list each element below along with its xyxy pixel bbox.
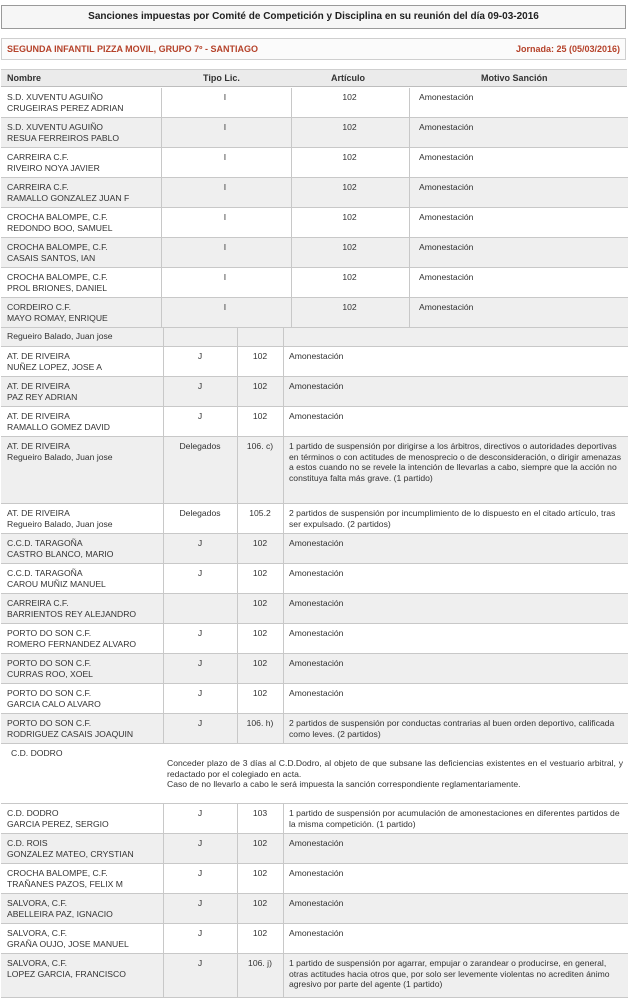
group-name: SEGUNDA INFANTIL PIZZA MOVIL, GRUPO 7º - SANTIAGO: [7, 44, 258, 54]
column-divider: [409, 118, 410, 147]
table-row: [1, 347, 628, 377]
table-row: [1, 148, 628, 178]
club-name: SALVORA, C.F.: [7, 928, 68, 938]
column-divider: [283, 834, 284, 863]
license-type: J: [197, 658, 203, 668]
license-type: J: [197, 958, 203, 968]
table-row: [1, 118, 628, 148]
row-names: [7, 628, 159, 649]
license-type: Delegados: [179, 508, 221, 518]
article-number: 102: [252, 351, 268, 361]
column-divider: [237, 377, 238, 406]
license-type: I: [223, 272, 227, 282]
player-name: GARCIA CALO ALVARO: [7, 698, 101, 709]
license-type: Delegados: [179, 441, 221, 451]
row-names: [7, 152, 159, 173]
row-names: [7, 182, 159, 203]
row-names: [7, 122, 159, 143]
header-articulo: Artículo: [331, 73, 366, 83]
article-number: 102: [342, 152, 357, 162]
sanction-reason: Amonestación: [289, 568, 344, 578]
article-number: 102: [342, 92, 357, 102]
license-type: I: [223, 242, 227, 252]
player-name: ABELLEIRA PAZ, IGNACIO: [7, 908, 113, 919]
row-names: [7, 331, 159, 342]
club-name: C.C.D. TARAGOÑA: [7, 538, 83, 548]
player-name: GRAÑA OUJO, JOSE MANUEL: [7, 938, 129, 949]
license-type: J: [197, 928, 203, 938]
club-note-row: [1, 744, 628, 804]
row-names: [7, 441, 159, 462]
column-divider: [237, 347, 238, 376]
license-type: I: [223, 152, 227, 162]
column-divider: [283, 328, 284, 346]
article-number: 102: [252, 381, 268, 391]
sanction-reason: Amonestación: [419, 182, 474, 192]
column-divider: [283, 714, 284, 743]
license-type: J: [197, 351, 203, 361]
header-nombre: Nombre: [7, 73, 42, 83]
sanction-reason: 1 partido de suspensión por dirigirse a los árbitros, directivos o autoridades deportivas en términos o con actitudes de menosprecio o de desconsideración, o dirigir amenazas a estos cuando no se revele la intención de llevarlas a cabo, siempre que la acción no constituya falta más grave. (1 partido): [289, 441, 622, 483]
column-divider: [409, 238, 410, 267]
license-type: J: [197, 381, 203, 391]
sanction-reason: Amonestación: [419, 122, 474, 132]
table-header: [1, 69, 627, 87]
article-number: 106. j): [248, 958, 272, 968]
column-divider: [237, 924, 238, 953]
column-divider: [237, 437, 238, 503]
player-name: RAMALLO GONZALEZ JUAN F: [7, 192, 130, 203]
note-line: Conceder plazo de 3 días al C.D.Dodro, al objeto de que subsane las deficiencias existentes en el vestuario arbitral, y redactado por el colegiado en acta.: [167, 758, 623, 779]
article-number: 102: [252, 868, 268, 878]
table-row: [1, 804, 628, 834]
player-name: Regueiro Balado, Juan jose: [7, 518, 113, 529]
row-names: [7, 538, 159, 559]
club-name: C.C.D. TARAGOÑA: [7, 568, 83, 578]
club-name: CROCHA BALOMPE, C.F.: [7, 242, 108, 252]
column-divider: [283, 504, 284, 533]
club-name: CORDEIRO C.F.: [7, 302, 71, 312]
column-divider: [237, 714, 238, 743]
player-name: GARCIA PEREZ, SERGIO: [7, 818, 109, 829]
player-name: MAYO ROMAY, ENRIQUE: [7, 312, 108, 323]
table-row: [1, 377, 628, 407]
sanction-reason: 1 partido de suspensión por agarrar, empujar o zarandear o producirse, en general, otras actitudes hacia otros que, por solo ser levemente violentas no acrediten ánimo agresivo por parte del agente (1 partido): [289, 958, 610, 990]
column-divider: [163, 594, 164, 623]
sanction-reason: Amonestación: [289, 598, 344, 608]
license-type: J: [197, 538, 203, 548]
article-number: 102: [342, 122, 357, 132]
license-type: J: [197, 568, 203, 578]
article-number: 106. h): [246, 718, 274, 728]
club-name: AT. DE RIVEIRA: [7, 351, 70, 361]
table-row: [1, 178, 628, 208]
club-name: PORTO DO SON C.F.: [7, 688, 92, 698]
column-divider: [409, 208, 410, 237]
player-name: RIVEIRO NOYA JAVIER: [7, 162, 100, 173]
column-divider: [283, 684, 284, 713]
row-names: [7, 718, 159, 739]
club-name: C.D. DODRO: [7, 808, 59, 818]
sanction-reason: 1 partido de suspensión por acumulación de amonestaciones en diferentes partidos de la misma competición. (1 partido): [289, 808, 620, 829]
sanction-reason: Amonestación: [289, 928, 344, 938]
sanction-reason: Amonestación: [419, 152, 474, 162]
table-row: [1, 328, 628, 347]
club-name: AT. DE RIVEIRA: [7, 508, 70, 518]
sanction-reason: Amonestación: [289, 381, 344, 391]
row-names: [7, 958, 159, 979]
row-names: [7, 212, 159, 233]
article-number: 103: [252, 808, 268, 818]
column-divider: [283, 804, 284, 833]
header-tipo-lic: Tipo Lic.: [203, 73, 240, 83]
article-number: 102: [252, 898, 268, 908]
club-name: C.D. DODRO: [11, 748, 63, 758]
article-number: 102: [342, 212, 357, 222]
club-name: CARREIRA C.F.: [7, 182, 69, 192]
row-names: [7, 302, 159, 323]
article-number: 102: [252, 538, 268, 548]
article-number: 102: [252, 928, 268, 938]
license-type: J: [197, 411, 203, 421]
column-divider: [283, 437, 284, 503]
sanctions-table: [1, 88, 628, 998]
club-name: PORTO DO SON C.F.: [7, 658, 92, 668]
table-row: [1, 654, 628, 684]
row-names: [7, 928, 159, 949]
club-name: SALVORA, C.F.: [7, 958, 68, 968]
club-name: CROCHA BALOMPE, C.F.: [7, 868, 108, 878]
sanction-reason: Amonestación: [289, 658, 344, 668]
column-divider: [409, 298, 410, 327]
player-name: CASTRO BLANCO, MARIO: [7, 548, 114, 559]
table-row: [1, 714, 628, 744]
jornada-label: Jornada: 25 (05/03/2016): [515, 44, 620, 54]
column-divider: [283, 954, 284, 997]
row-names: [7, 411, 159, 432]
column-divider: [237, 504, 238, 533]
table-row: [1, 834, 628, 864]
column-divider: [409, 178, 410, 207]
column-divider: [283, 534, 284, 563]
note-line: Caso de no llevarlo a cabo le será impuesta la sanción correspondiente reglamentariamente.: [167, 779, 521, 790]
row-names: [7, 658, 159, 679]
article-number: 102: [342, 302, 357, 312]
article-number: 102: [252, 658, 268, 668]
player-name: RAMALLO GOMEZ DAVID: [7, 421, 110, 432]
table-row: [1, 298, 628, 328]
article-number: 102: [252, 838, 268, 848]
table-row: [1, 238, 628, 268]
license-type: I: [223, 302, 227, 312]
row-names: [7, 508, 159, 529]
article-number: 102: [252, 688, 268, 698]
row-names: [7, 272, 159, 293]
column-divider: [237, 534, 238, 563]
table-row: [1, 684, 628, 714]
table-row: [1, 504, 628, 534]
article-number: 102: [252, 411, 268, 421]
article-number: 102: [342, 182, 357, 192]
sanction-reason: Amonestación: [289, 411, 344, 421]
row-names: [7, 381, 159, 402]
club-name: PORTO DO SON C.F.: [7, 628, 92, 638]
column-divider: [283, 864, 284, 893]
row-names: [7, 808, 159, 829]
article-number: 102: [252, 568, 268, 578]
column-divider: [163, 328, 164, 346]
player-name: CRUGEIRAS PEREZ ADRIAN: [7, 102, 124, 113]
row-names: [7, 351, 159, 372]
sanction-reason: Amonestación: [289, 688, 344, 698]
column-divider: [409, 148, 410, 177]
license-type: I: [223, 92, 227, 102]
article-number: 102: [252, 628, 268, 638]
row-names: [7, 688, 159, 709]
club-name: CARREIRA C.F.: [7, 152, 69, 162]
sanction-reason: Amonestación: [419, 272, 474, 282]
table-row: [1, 594, 628, 624]
club-name: CROCHA BALOMPE, C.F.: [7, 272, 108, 282]
club-name: AT. DE RIVEIRA: [7, 381, 70, 391]
license-type: J: [197, 808, 203, 818]
column-divider: [237, 594, 238, 623]
row-names: [7, 242, 159, 263]
player-name: Regueiro Balado, Juan jose: [7, 451, 113, 462]
article-number: 105.2: [249, 508, 271, 518]
column-divider: [237, 564, 238, 593]
player-name: LOPEZ GARCIA, FRANCISCO: [7, 968, 126, 979]
club-note-text: [167, 758, 623, 790]
table-row: [1, 437, 628, 504]
column-divider: [409, 268, 410, 297]
group-header: [1, 38, 626, 60]
column-divider: [237, 954, 238, 997]
sanction-reason: Amonestación: [419, 212, 474, 222]
column-divider: [283, 894, 284, 923]
column-divider: [237, 894, 238, 923]
sanction-reason: 2 partidos de suspensión por incumplimiento de lo dispuesto en el citado artículo, tras ser expulsado. (2 partidos): [289, 508, 616, 529]
sanction-reason: Amonestación: [289, 351, 344, 361]
player-name: NUÑEZ LOPEZ, JOSE A: [7, 361, 103, 372]
table-row: [1, 954, 628, 998]
article-number: 102: [252, 598, 268, 608]
page-title: Sanciones impuestas por Comité de Competición y Disciplina en su reunión del día 09-03-2016: [1, 5, 626, 29]
column-divider: [237, 684, 238, 713]
sanction-reason: Amonestación: [419, 242, 474, 252]
player-name: CAROU MUÑIZ MANUEL: [7, 578, 106, 589]
column-divider: [283, 564, 284, 593]
license-type: I: [223, 182, 227, 192]
club-name: S.D. XUVENTU AGUIÑO: [7, 92, 103, 102]
table-row: [1, 268, 628, 298]
header-motivo: Motivo Sanción: [481, 73, 548, 83]
sanction-reason: Amonestación: [289, 838, 344, 848]
license-type: J: [197, 718, 203, 728]
player-name: GONZALEZ MATEO, CRYSTIAN: [7, 848, 134, 859]
column-divider: [283, 377, 284, 406]
row-names: [7, 868, 159, 889]
table-row: [1, 564, 628, 594]
license-type: J: [197, 868, 203, 878]
player-name: REDONDO BOO, SAMUEL: [7, 222, 113, 233]
player-name: TRAÑANES PAZOS, FELIX M: [7, 878, 123, 889]
player-name: PROL BRIONES, DANIEL: [7, 282, 107, 293]
row-names: [7, 568, 159, 589]
license-type: J: [197, 898, 203, 908]
sanction-reason: Amonestación: [289, 538, 344, 548]
license-type: J: [197, 838, 203, 848]
column-divider: [283, 654, 284, 683]
player-name: Regueiro Balado, Juan jose: [7, 331, 113, 341]
club-name: AT. DE RIVEIRA: [7, 441, 70, 451]
table-row: [1, 924, 628, 954]
sanction-reason: 2 partidos de suspensión por conductas contrarias al buen orden deportivo, calificada como leves. (2 partidos): [289, 718, 615, 739]
column-divider: [283, 347, 284, 376]
row-names: [7, 898, 159, 919]
column-divider: [283, 624, 284, 653]
row-names: [7, 598, 159, 619]
article-number: 102: [342, 242, 357, 252]
column-divider: [409, 88, 410, 117]
table-row: [1, 624, 628, 654]
table-row: [1, 88, 628, 118]
sanction-reason: Amonestación: [419, 302, 474, 312]
sanction-reason: Amonestación: [289, 628, 344, 638]
player-name: RODRIGUEZ CASAIS JOAQUIN: [7, 728, 134, 739]
sanction-reason: Amonestación: [289, 898, 344, 908]
license-type: I: [223, 212, 227, 222]
column-divider: [237, 624, 238, 653]
player-name: CURRAS ROO, XOEL: [7, 668, 93, 679]
article-number: 102: [342, 272, 357, 282]
table-row: [1, 864, 628, 894]
column-divider: [283, 594, 284, 623]
sanction-reason: Amonestación: [289, 868, 344, 878]
column-divider: [283, 407, 284, 436]
club-name: CROCHA BALOMPE, C.F.: [7, 212, 108, 222]
table-row: [1, 894, 628, 924]
license-type: J: [197, 628, 203, 638]
row-names: [7, 838, 159, 859]
club-name: CARREIRA C.F.: [7, 598, 69, 608]
column-divider: [237, 328, 238, 346]
player-name: ROMERO FERNANDEZ ALVARO: [7, 638, 137, 649]
table-row: [1, 534, 628, 564]
row-names: [7, 92, 159, 113]
club-name: PORTO DO SON C.F.: [7, 718, 92, 728]
player-name: BARRIENTOS REY ALEJANDRO: [7, 608, 137, 619]
column-divider: [237, 834, 238, 863]
player-name: CASAIS SANTOS, IAN: [7, 252, 96, 263]
license-type: I: [223, 122, 227, 132]
club-name: SALVORA, C.F.: [7, 898, 68, 908]
license-type: J: [197, 688, 203, 698]
column-divider: [237, 804, 238, 833]
column-divider: [237, 654, 238, 683]
column-divider: [283, 924, 284, 953]
club-name: C.D. ROIS: [7, 838, 48, 848]
column-divider: [237, 407, 238, 436]
player-name: PAZ REY ADRIAN: [7, 391, 78, 402]
article-number: 106. c): [246, 441, 274, 451]
sanction-reason: Amonestación: [419, 92, 474, 102]
player-name: RESUA FERREIROS PABLO: [7, 132, 120, 143]
column-divider: [237, 864, 238, 893]
club-name: AT. DE RIVEIRA: [7, 411, 70, 421]
club-name: S.D. XUVENTU AGUIÑO: [7, 122, 103, 132]
table-row: [1, 407, 628, 437]
table-row: [1, 208, 628, 238]
